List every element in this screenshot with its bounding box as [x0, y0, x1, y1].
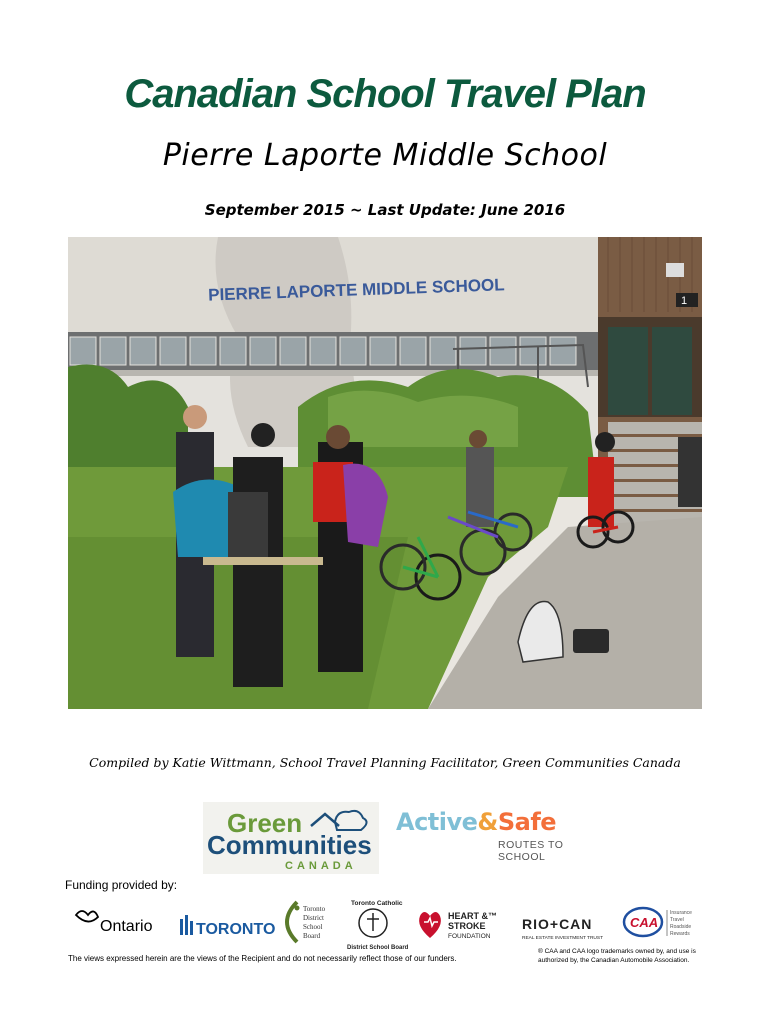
svg-text:Green: Green: [227, 808, 303, 838]
svg-text:Toronto: Toronto: [303, 905, 326, 913]
school-name: Pierre Laporte Middle School: [162, 138, 608, 173]
svg-text:Ontario: Ontario: [100, 918, 153, 935]
svg-text:Communities: Communities: [207, 830, 372, 860]
caa-logo: [623, 906, 703, 942]
heart-stroke-logo: [416, 906, 508, 942]
svg-text:Travel: Travel: [670, 917, 684, 923]
active-safe-routes-logo: Active&Safe ROUTES TO SCHOOL: [396, 808, 564, 863]
svg-text:HEART &™: HEART &™: [448, 911, 497, 921]
svg-text:REAL ESTATE INVESTMENT TRUST: REAL ESTATE INVESTMENT TRUST: [522, 936, 604, 941]
caa-trademark-note: ® CAA and CAA logo trademarks owned by, and use is authorized by, the Canadian Automobile Association.: [538, 948, 696, 964]
tdsb-logo: [275, 898, 333, 946]
funder-disclaimer: The views expressed herein are the views of the Recipient and do not necessarily reflect those of our funders.: [68, 954, 457, 963]
svg-text:Board: Board: [303, 932, 321, 940]
svg-text:Insurance: Insurance: [670, 910, 692, 916]
green-communities-logo: [203, 802, 379, 874]
compiled-by-credit: Compiled by Katie Wittmann, School Travel Planning Facilitator, Green Communities Canada: [89, 755, 681, 770]
svg-text:Toronto Catholic: Toronto Catholic: [351, 900, 403, 907]
ontario-logo: [72, 905, 162, 937]
svg-text:STROKE: STROKE: [448, 921, 486, 931]
toronto-logo: [178, 911, 276, 939]
svg-text:FOUNDATION: FOUNDATION: [448, 933, 491, 940]
svg-text:District School Board: District School Board: [347, 945, 409, 951]
svg-text:CANADA: CANADA: [285, 860, 357, 872]
tcdsb-logo: [345, 895, 409, 951]
school-photo: [68, 237, 702, 709]
svg-text:CAA: CAA: [630, 915, 659, 930]
svg-text:School: School: [303, 923, 323, 931]
riocan-logo: [520, 914, 608, 942]
building-sign: PIERRE LAPORTE MIDDLE SCHOOL: [207, 275, 505, 305]
svg-text:Roadside: Roadside: [670, 924, 692, 930]
svg-text:TORONTO: TORONTO: [196, 921, 276, 938]
page-title: Canadian School Travel Plan: [124, 72, 646, 116]
date-line: September 2015 ~ Last Update: June 2016: [204, 201, 566, 219]
funding-label: Funding provided by:: [65, 878, 178, 892]
svg-text:RIO+CAN: RIO+CAN: [522, 916, 593, 932]
door-number: 1: [681, 295, 688, 307]
svg-text:District: District: [303, 914, 324, 922]
svg-text:Rewards: Rewards: [670, 931, 690, 937]
